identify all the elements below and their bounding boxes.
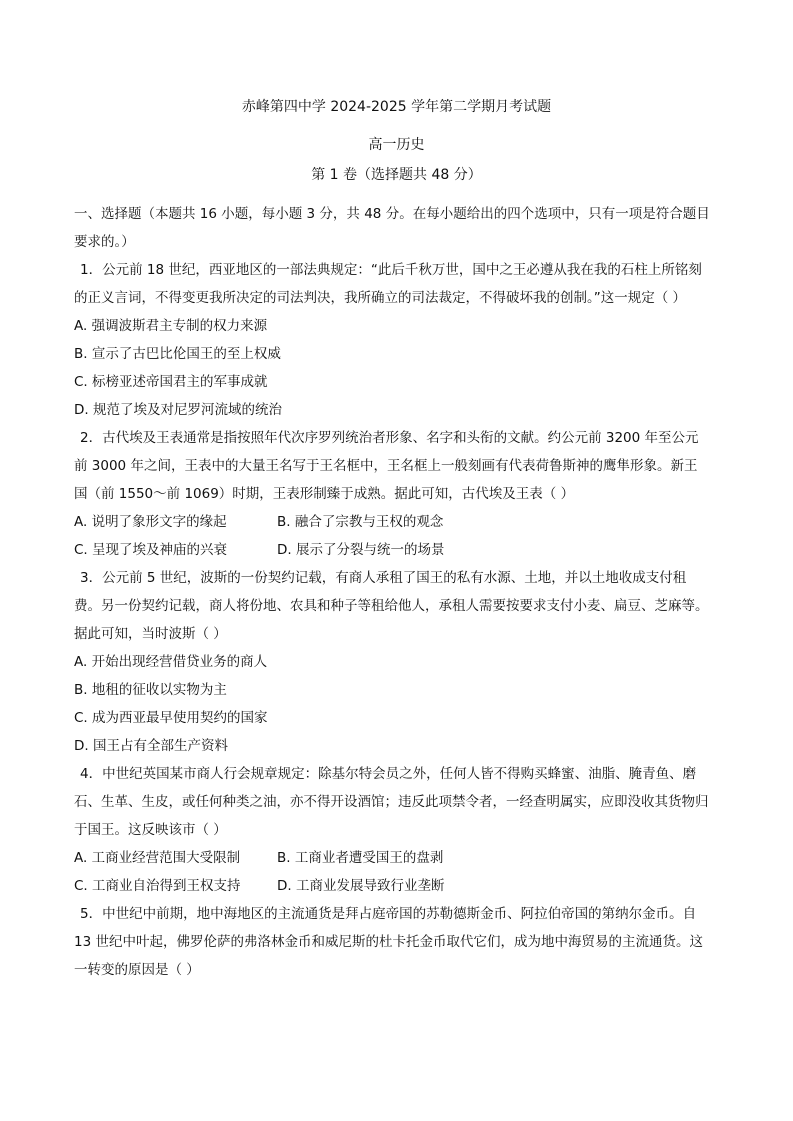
question-1	[74, 256, 710, 424]
section-instruction: 一、选择题（本题共 16 小题，每小题 3 分，共 48 分。在每小题给出的四个选项中，只有一项是符合题目要求的。）	[74, 206, 710, 250]
exam-title: 赤峰第四中学 2024-2025 学年第二学期月考试题	[241, 99, 552, 115]
question-3-stem: 3．公元前 5 世纪，波斯的一份契约记载，有商人承租了国王的私有水源、土地，并以土地收成支付租费。另一份契约记载，商人将份地、农具和种子等租给他人，承租人需要按要求支付小麦、扁豆、芝麻等。据此可知，当时波斯（ ）	[74, 570, 709, 642]
question-3	[74, 564, 710, 760]
exam-subject: 高一历史	[368, 137, 425, 153]
question-2-options-row-1	[74, 508, 710, 536]
question-3-option-d[interactable]: D. 国王占有全部生产资料	[74, 738, 228, 754]
question-1-option-c[interactable]: C. 标榜亚述帝国君主的军事成就	[74, 374, 268, 390]
question-4-options-row-2	[74, 872, 710, 900]
question-2-stem: 2．古代埃及王表通常是指按照年代次序罗列统治者形象、名字和头衔的文献。约公元前 3200 年至公元前 3000 年之间，王表中的大量王名写于王名框中，王名框上一般刻画有代表荷鲁斯神的鹰隼形象。新王国（前 1550～前 1069）时期，王表形制臻于成熟。据此可知，古代埃及王表（ ）	[74, 430, 699, 502]
question-1-option-b[interactable]: B. 宣示了古巴比伦国王的至上权威	[74, 346, 281, 362]
question-4	[74, 760, 710, 900]
question-1-option-d[interactable]: D. 规范了埃及对尼罗河流域的统治	[74, 402, 282, 418]
question-3-option-c[interactable]: C. 成为西亚最早使用契约的国家	[74, 710, 268, 726]
question-3-option-b[interactable]: B. 地租的征收以实物为主	[74, 682, 227, 698]
question-4-option-b[interactable]: B. 工商业者遭受国王的盘剥	[277, 850, 444, 866]
question-3-option-a[interactable]: A. 开始出现经营借贷业务的商人	[74, 654, 268, 670]
question-5	[74, 900, 710, 984]
question-1-option-a[interactable]: A. 强调波斯君主专制的权力来源	[74, 318, 268, 334]
question-4-option-c[interactable]: C. 工商业自治得到王权支持	[74, 878, 241, 894]
question-2-option-d[interactable]: D. 展示了分裂与统一的场景	[277, 542, 445, 558]
question-2	[74, 424, 710, 564]
question-4-option-a[interactable]: A. 工商业经营范围大受限制	[74, 850, 241, 866]
question-4-options-row-1	[74, 844, 710, 872]
exam-content	[74, 200, 710, 984]
question-2-option-a[interactable]: A. 说明了象形文字的缘起	[74, 514, 227, 530]
question-2-option-c[interactable]: C. 呈现了埃及神庙的兴衰	[74, 542, 228, 558]
question-1-stem: 1．公元前 18 世纪，西亚地区的一部法典规定：“此后千秋万世，国中之王必遵从我在我的石柱上所铭刻的正义言词，不得变更我所决定的司法判决，我所确立的司法裁定，不得破坏我的创制。”这一规定（ ）	[74, 262, 702, 306]
question-4-option-d[interactable]: D. 工商业发展导致行业垄断	[277, 878, 445, 894]
exam-volume: 第 1 卷（选择题共 48 分）	[311, 167, 482, 183]
question-2-option-b[interactable]: B. 融合了宗教与王权的观念	[277, 514, 444, 530]
question-5-stem: 5．中世纪中前期，地中海地区的主流通货是拜占庭帝国的苏勒德斯金币、阿拉伯帝国的第纳尔金币。自 13 世纪中叶起，佛罗伦萨的弗洛林金币和威尼斯的杜卡托金币取代它们，成为地中海贸易的主流通货。这一转变的原因是（ ）	[74, 906, 703, 978]
question-4-stem: 4．中世纪英国某市商人行会规章规定：除基尔特会员之外，任何人皆不得购买蜂蜜、油脂、腌青鱼、磨石、生革、生皮，或任何种类之油，亦不得开设酒馆；违反此项禁令者，一经查明属实，应即没收其货物归于国王。这反映该市（ ）	[74, 766, 709, 838]
question-2-options-row-2	[74, 536, 710, 564]
